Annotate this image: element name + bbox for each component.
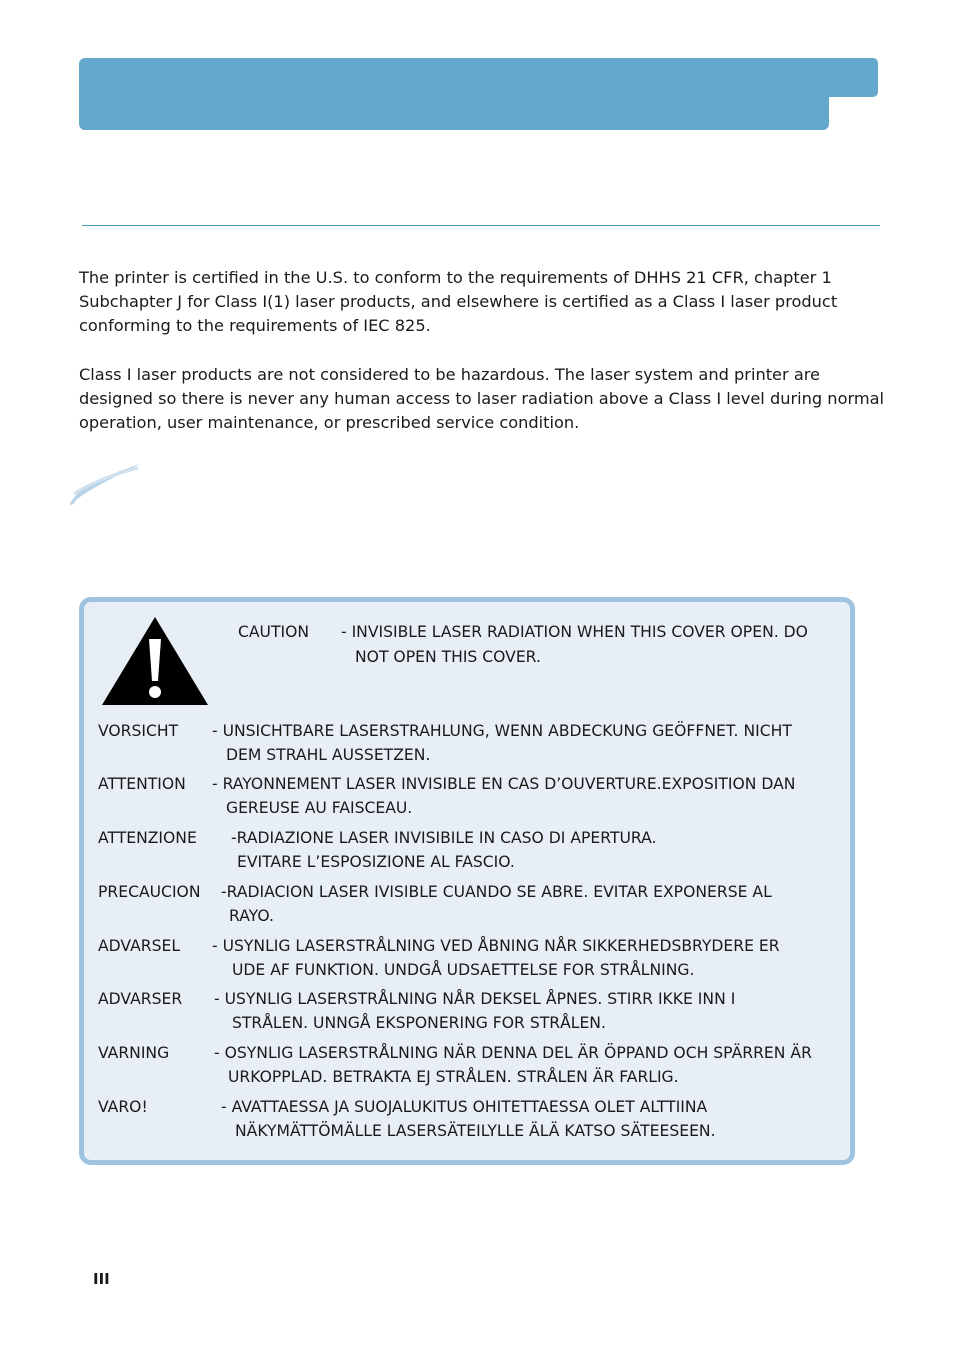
certification-paragraph: The printer is certified in the U.S. to conform to the requirements of DHHS 21 CFR, chapter 1 Subchapter J for Class I(1) laser products, and elsewhere is certified as a Class I laser product conforming to the requirements of IEC 825. [79,268,838,335]
warning-text-de-2: DEM STRAHL AUSSETZEN. [226,746,431,764]
warning-text-da-2: UDE AF FUNKTION. UNDGÅ UDSAETTELSE FOR STRÅLNING. [232,961,695,979]
warning-label-de: VORSICHT [98,722,179,740]
warning-label-da: ADVARSEL [98,937,181,955]
warning-text-no-2: STRÅLEN. UNNGÅ EKSPONERING FOR STRÅLEN. [232,1014,606,1032]
chapter-header-tab [820,58,878,97]
warning-text-es-2: RAYO. [229,907,274,925]
warning-triangle-icon [100,615,210,707]
warning-text-fi-1: - AVATTAESSA JA SUOJALUKITUS OHITETTAESSA OLET ALTTIINA [221,1098,708,1116]
warning-text-fr-1: - RAYONNEMENT LASER INVISIBLE EN CAS D’OUVERTURE.EXPOSITION DAN [212,775,796,793]
brush-stroke-icon [68,460,144,508]
warning-text-es-1: -RADIACION LASER IVISIBLE CUANDO SE ABRE. EVITAR EXPONERSE AL [221,883,772,901]
caution-text-line-1: - INVISIBLE LASER RADIATION WHEN THIS COVER OPEN. DO [341,623,808,641]
warning-text-fr-2: GEREUSE AU FAISCEAU. [226,799,413,817]
warning-label-fr: ATTENTION [98,775,186,793]
warning-text-da-1: - USYNLIG LASERSTRÅLNING VED ÅBNING NÅR SIKKERHEDSBRYDERE ER [212,937,780,955]
caution-text-line-2: NOT OPEN THIS COVER. [355,648,541,666]
warning-text-sv-2: URKOPPLAD. BETRAKTA EJ STRÅLEN. STRÅLEN ÄR FARLIG. [228,1068,679,1086]
warning-text-sv-1: - OSYNLIG LASERSTRÅLNING NÄR DENNA DEL ÄR ÖPPAND OCH SPÄRREN ÄR [214,1044,812,1062]
section-divider [82,225,880,226]
warning-label-no: ADVARSER [98,990,183,1008]
warning-label-sv: VARNING [98,1044,170,1062]
warning-text-fi-2: NÄKYMÄTTÖMÄLLE LASERSÄTEILYLLE ÄLÄ KATSO SÄTEESEEN. [235,1122,716,1140]
caution-label: CAUTION [238,623,310,641]
warning-label-es: PRECAUCION [98,883,201,901]
warning-text-it-1: -RADIAZIONE LASER INVISIBILE IN CASO DI APERTURA. [231,829,657,847]
page-number: III [93,1270,110,1288]
warning-text-de-1: - UNSICHTBARE LASERSTRAHLUNG, WENN ABDECKUNG GEÖFFNET. NICHT [212,722,792,740]
warning-label-fi: VARO! [98,1098,148,1116]
warning-text-no-1: - USYNLIG LASERSTRÅLNING NÅR DEKSEL ÅPNES. STIRR IKKE INN I [214,990,736,1008]
hazard-paragraph: Class I laser products are not considered to be hazardous. The laser system and printer are designed so there is never any human access to laser radiation above a Class I level during normal operation, user maintenance, or prescribed service condition. [79,365,885,432]
warning-label-it: ATTENZIONE [98,829,197,847]
chapter-header-bar [79,58,829,130]
warning-text-it-2: EVITARE L’ESPOSIZIONE AL FASCIO. [237,853,515,871]
